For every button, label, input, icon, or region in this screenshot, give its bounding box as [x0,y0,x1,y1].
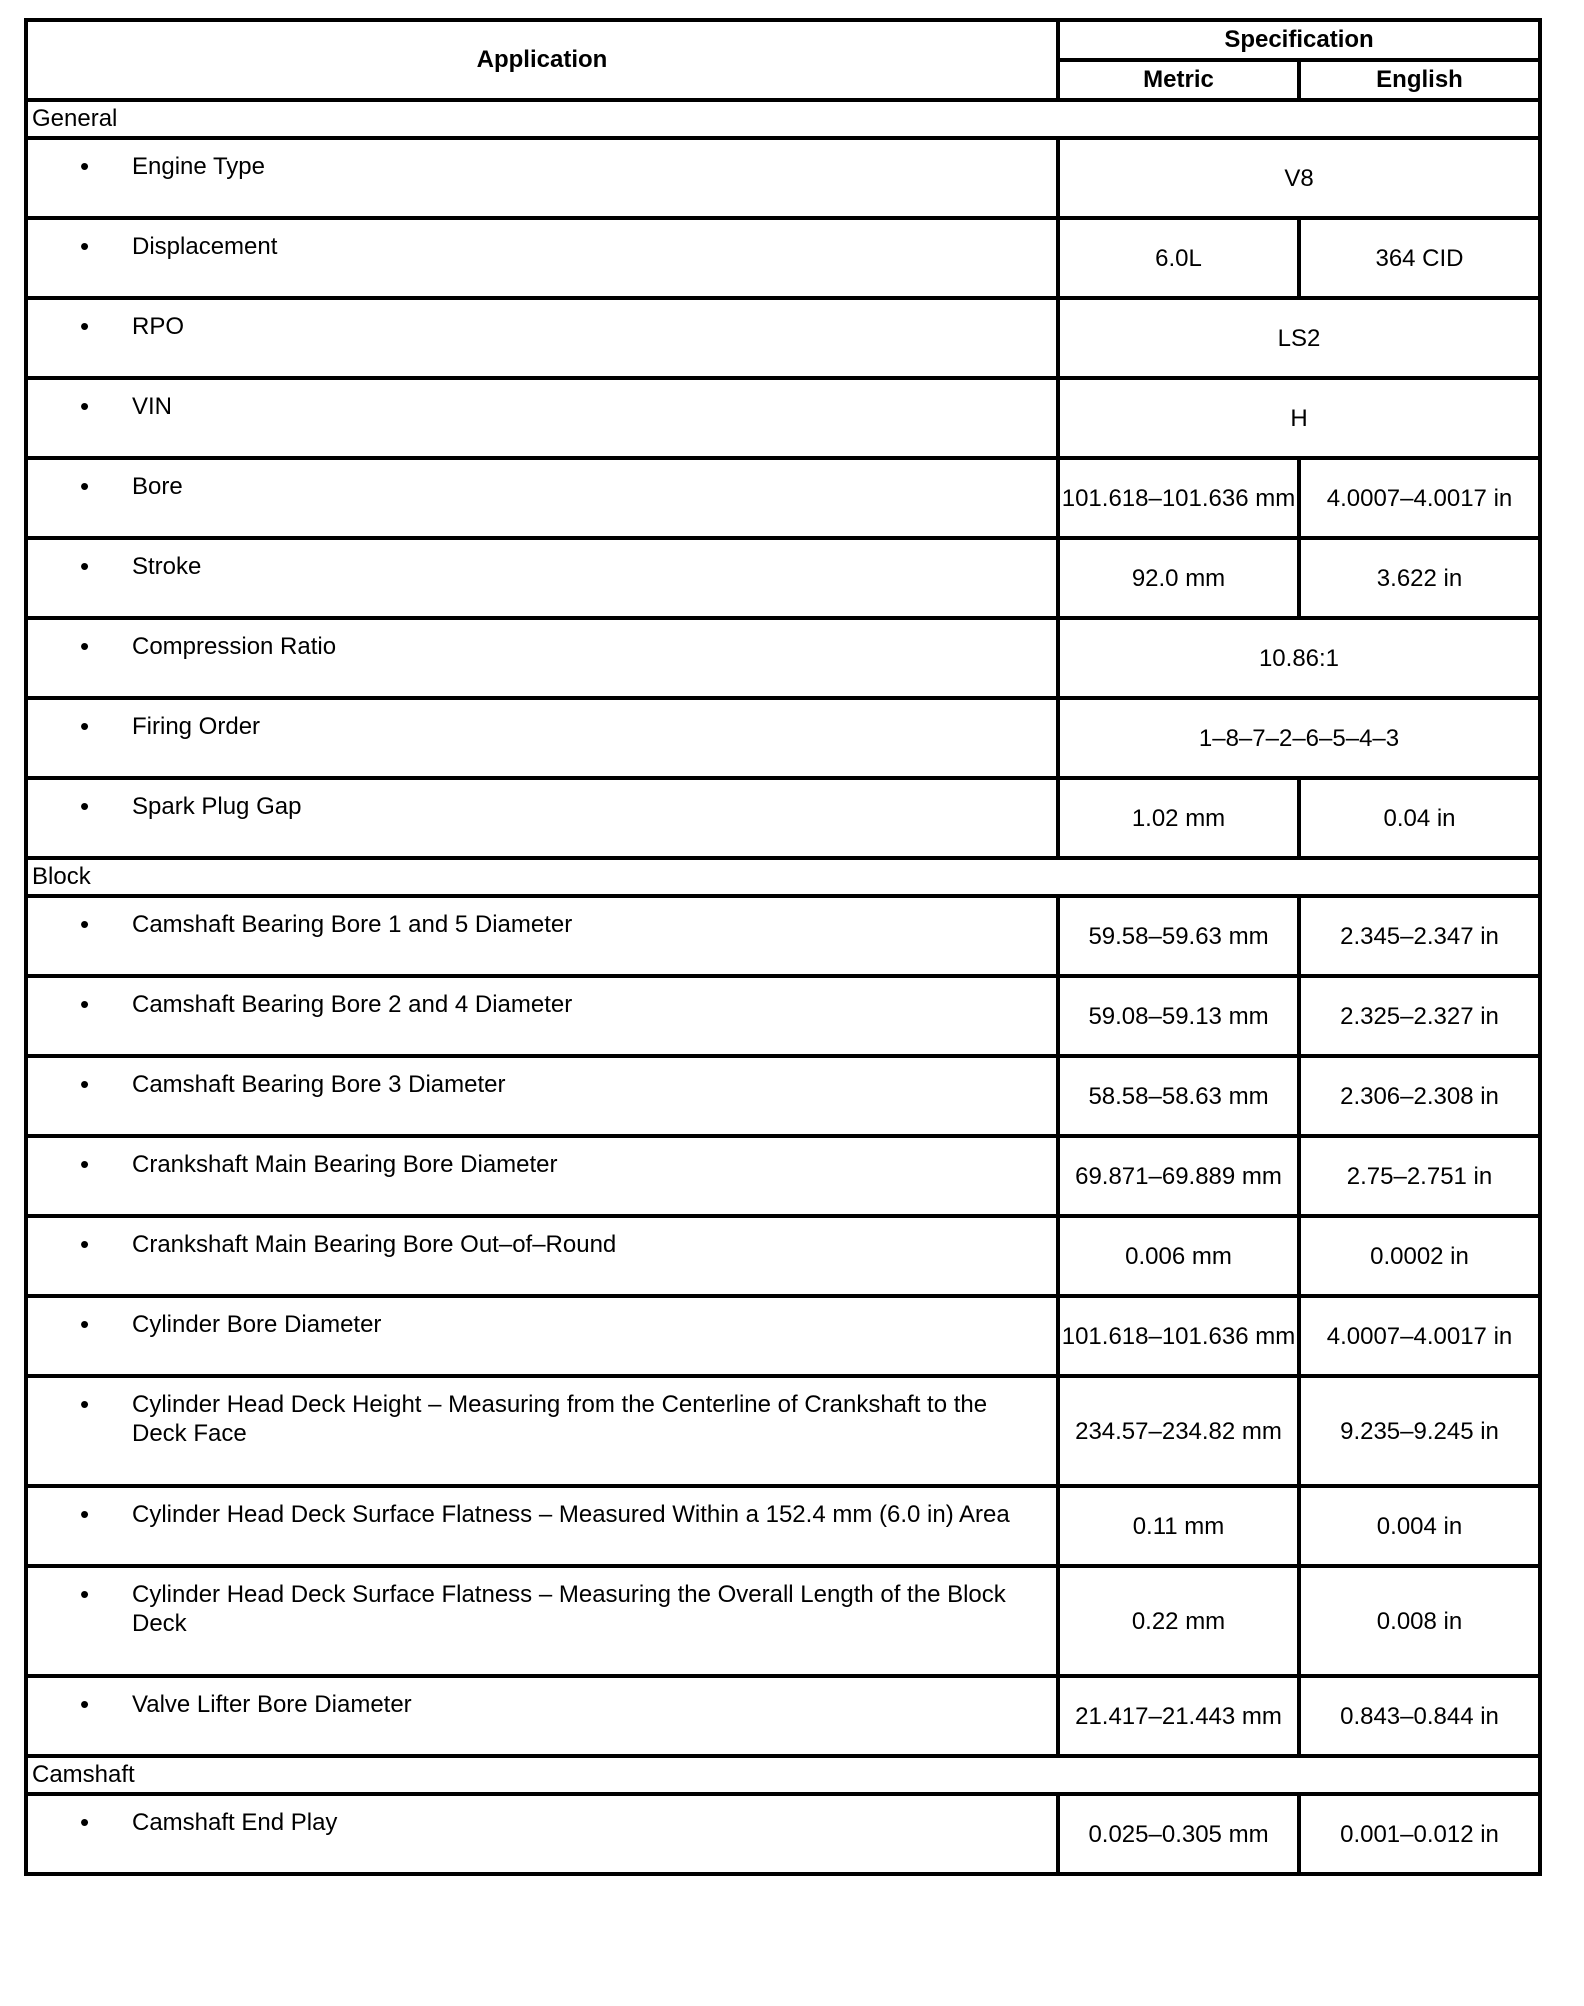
application-label: Valve Lifter Bore Diameter [132,1691,412,1718]
application-label: Camshaft Bearing Bore 3 Diameter [132,1071,506,1098]
application-label: Crankshaft Main Bearing Bore Out–of–Round [132,1231,617,1258]
bullet-icon: • [80,1579,90,1609]
application-cell [26,778,1058,858]
application-label: Cylinder Head Deck Surface Flatness – Measuring the Overall Length of the Block Deck [132,1581,1006,1637]
application-label: Camshaft End Play [132,1809,338,1836]
application-cell [26,1486,1058,1566]
table-row [26,1136,1540,1216]
application-cell [26,1566,1058,1676]
application-label: Displacement [132,233,278,260]
application-cell [26,298,1058,378]
table-row [26,896,1540,976]
english-value: 0.04 in [1299,778,1540,858]
application-cell [26,1056,1058,1136]
english-value: 364 CID [1299,218,1540,298]
bullet-icon: • [80,791,90,821]
table-row [26,538,1540,618]
english-value: 0.004 in [1299,1486,1540,1566]
application-label: Engine Type [132,153,265,180]
metric-value: 0.025–0.305 mm [1058,1794,1299,1874]
specification-value: 1–8–7–2–6–5–4–3 [1058,698,1540,778]
metric-value: 59.08–59.13 mm [1058,976,1299,1056]
table-row [26,1376,1540,1486]
table-row [26,698,1540,778]
application-cell [26,1136,1058,1216]
table-row [26,1056,1540,1136]
application-cell [26,976,1058,1056]
english-value: 0.008 in [1299,1566,1540,1676]
bullet-icon: • [80,1689,90,1719]
english-value: 9.235–9.245 in [1299,1376,1540,1486]
section-title: General [26,100,1540,138]
metric-value: 6.0L [1058,218,1299,298]
application-label: VIN [132,393,173,420]
bullet-icon: • [80,391,90,421]
english-value: 2.345–2.347 in [1299,896,1540,976]
english-value: 4.0007–4.0017 in [1299,458,1540,538]
application-cell [26,618,1058,698]
table-row [26,618,1540,698]
application-cell [26,1376,1058,1486]
application-cell [26,218,1058,298]
metric-value: 59.58–59.63 mm [1058,896,1299,976]
application-cell [26,538,1058,618]
english-value: 0.0002 in [1299,1216,1540,1296]
english-value: 2.306–2.308 in [1299,1056,1540,1136]
application-cell [26,378,1058,458]
application-label: Spark Plug Gap [132,793,302,820]
metric-value: 101.618–101.636 mm [1058,1296,1299,1376]
english-value: 0.001–0.012 in [1299,1794,1540,1874]
application-cell [26,896,1058,976]
bullet-icon: • [80,231,90,261]
bullet-icon: • [80,551,90,581]
application-label: Stroke [132,553,202,580]
application-cell [26,458,1058,538]
specification-value: LS2 [1058,298,1540,378]
metric-value: 1.02 mm [1058,778,1299,858]
application-label: Firing Order [132,713,261,740]
english-value: 3.622 in [1299,538,1540,618]
table-row [26,778,1540,858]
bullet-icon: • [80,1309,90,1339]
section-title: Camshaft [26,1756,1540,1794]
application-header: Application [26,20,1058,100]
application-cell [26,138,1058,218]
application-cell [26,1676,1058,1756]
bullet-icon: • [80,1807,90,1837]
application-cell [26,1296,1058,1376]
table-row [26,138,1540,218]
table-row [26,1486,1540,1566]
metric-value: 0.22 mm [1058,1566,1299,1676]
section-row [26,1756,1540,1794]
application-cell [26,1216,1058,1296]
metric-value: 0.006 mm [1058,1216,1299,1296]
bullet-icon: • [80,711,90,741]
specification-header: Specification [1058,20,1540,60]
application-label: Camshaft Bearing Bore 1 and 5 Diameter [132,911,573,938]
engine-specifications-table [24,18,1542,1876]
metric-value: 21.417–21.443 mm [1058,1676,1299,1756]
bullet-icon: • [80,631,90,661]
metric-header: Metric [1058,60,1299,100]
application-label: Cylinder Head Deck Surface Flatness – Measured Within a 152.4 mm (6.0 in) Area [132,1501,1010,1528]
bullet-icon: • [80,1229,90,1259]
specification-value: H [1058,378,1540,458]
application-cell [26,698,1058,778]
specification-value: 10.86:1 [1058,618,1540,698]
english-header: English [1299,60,1540,100]
table-row [26,1566,1540,1676]
specification-value: V8 [1058,138,1540,218]
application-label: Compression Ratio [132,633,337,660]
table-row [26,1296,1540,1376]
table-row [26,1794,1540,1874]
metric-value: 69.871–69.889 mm [1058,1136,1299,1216]
table-row [26,298,1540,378]
table-row [26,378,1540,458]
application-label: Bore [132,473,183,500]
metric-value: 0.11 mm [1058,1486,1299,1566]
section-title: Block [26,858,1540,896]
table-row [26,1216,1540,1296]
application-label: RPO [132,313,185,340]
english-value: 2.75–2.751 in [1299,1136,1540,1216]
application-label: Camshaft Bearing Bore 2 and 4 Diameter [132,991,573,1018]
application-label: Crankshaft Main Bearing Bore Diameter [132,1151,558,1178]
table-row [26,218,1540,298]
english-value: 2.325–2.327 in [1299,976,1540,1056]
table-row [26,1676,1540,1756]
bullet-icon: • [80,989,90,1019]
table-body [26,100,1540,1874]
table-row [26,976,1540,1056]
english-value: 4.0007–4.0017 in [1299,1296,1540,1376]
bullet-icon: • [80,471,90,501]
application-cell [26,1794,1058,1874]
bullet-icon: • [80,1149,90,1179]
table-row [26,458,1540,538]
metric-value: 92.0 mm [1058,538,1299,618]
section-row [26,858,1540,896]
bullet-icon: • [80,151,90,181]
bullet-icon: • [80,909,90,939]
metric-value: 58.58–58.63 mm [1058,1056,1299,1136]
bullet-icon: • [80,311,90,341]
bullet-icon: • [80,1069,90,1099]
section-row [26,100,1540,138]
bullet-icon: • [80,1499,90,1529]
english-value: 0.843–0.844 in [1299,1676,1540,1756]
metric-value: 234.57–234.82 mm [1058,1376,1299,1486]
metric-value: 101.618–101.636 mm [1058,458,1299,538]
application-label: Cylinder Head Deck Height – Measuring from the Centerline of Crankshaft to the Deck Face [132,1391,988,1447]
bullet-icon: • [80,1389,90,1419]
application-label: Cylinder Bore Diameter [132,1311,382,1338]
